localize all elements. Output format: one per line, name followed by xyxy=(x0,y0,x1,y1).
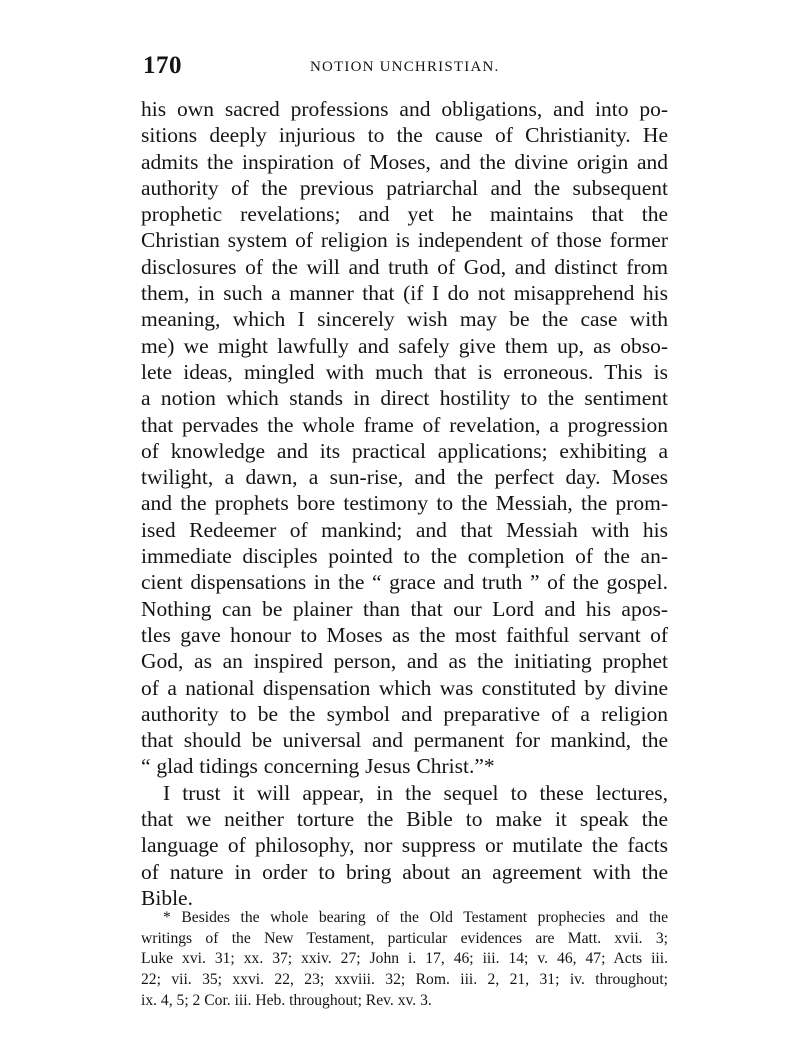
text-line: that pervades the whole frame of revelation, a progression xyxy=(141,412,668,437)
running-title: NOTION UNCHRISTIAN. xyxy=(310,59,500,75)
text-line: meaning, which I sincerely wish may be the case with xyxy=(141,307,668,332)
text-line: tles gave honour to Moses as the most faithful servant of xyxy=(141,622,668,647)
text-line: sitions deeply injurious to the cause of Christianity. He xyxy=(141,123,668,148)
text-line: that should be universal and permanent for mankind, the xyxy=(141,728,668,753)
text-line: language of philosophy, nor suppress or mutilate the facts xyxy=(141,833,668,858)
footnote-line: 22; vii. 35; xxvi. 22, 23; xxviii. 32; Rom. iii. 2, 21, 31; iv. throughout; xyxy=(141,971,668,989)
text-line: disclosures of the will and truth of God, and distinct from xyxy=(141,254,668,279)
footnote-line: Luke xvi. 31; xx. 37; xxiv. 27; John i. 17, 46; iii. 14; v. 46, 47; Acts iii. xyxy=(141,950,668,968)
footnote-line: * Besides the whole bearing of the Old Testament prophecies and the xyxy=(163,909,668,926)
text-line: and the prophets bore testimony to the Messiah, the prom- xyxy=(141,491,668,516)
text-line: of a national dispensation which was constituted by divine xyxy=(141,675,668,700)
text-line: authority to be the symbol and preparative of a religion xyxy=(141,701,668,726)
text-line: his own sacred professions and obligations, and into po- xyxy=(141,97,668,121)
text-line: ised Redeemer of mankind; and that Messiah with his xyxy=(141,517,668,542)
text-line: a notion which stands in direct hostility to the sentiment xyxy=(141,386,668,411)
body-text xyxy=(141,96,668,911)
text-line: immediate disciples pointed to the completion of the an- xyxy=(141,544,668,569)
footnote xyxy=(141,908,668,1011)
text-line: lete ideas, mingled with much that is erroneous. This is xyxy=(141,359,668,384)
text-line: that we neither torture the Bible to make it speak the xyxy=(141,807,668,832)
page-number: 170 xyxy=(143,52,182,79)
text-line: cient dispensations in the “ grace and truth ” of the gospel. xyxy=(141,570,668,595)
running-head xyxy=(143,50,666,90)
footnote-line: ix. 4, 5; 2 Cor. iii. Heb. throughout; Rev. xv. 3. xyxy=(141,991,432,1009)
text-line: of knowledge and its practical applications; exhibiting a xyxy=(141,438,668,463)
text-line: them, in such a manner that (if I do not misapprehend his xyxy=(141,281,668,306)
text-line: Nothing can be plainer than that our Lord and his apos- xyxy=(141,596,668,621)
text-line: me) we might lawfully and safely give them up, as obso- xyxy=(141,333,668,358)
text-line: authority of the previous patriarchal and the subsequent xyxy=(141,175,668,200)
text-line: admits the inspiration of Moses, and the divine origin and xyxy=(141,149,668,174)
text-line: Bible. xyxy=(141,885,193,910)
text-line: prophetic revelations; and yet he maintains that the xyxy=(141,202,668,227)
footnote-line: writings of the New Testament, particular evidences are Matt. xvii. 3; xyxy=(141,929,668,947)
text-line: I trust it will appear, in the sequel to these lectures, xyxy=(163,780,668,805)
text-line: God, as an inspired person, and as the initiating prophet xyxy=(141,649,668,674)
text-line: Christian system of religion is independent of those former xyxy=(141,228,668,253)
text-line: twilight, a dawn, a sun-rise, and the perfect day. Moses xyxy=(141,465,668,490)
text-line: “ glad tidings concerning Jesus Christ.”* xyxy=(141,754,495,779)
text-line: of nature in order to bring about an agreement with the xyxy=(141,859,668,884)
